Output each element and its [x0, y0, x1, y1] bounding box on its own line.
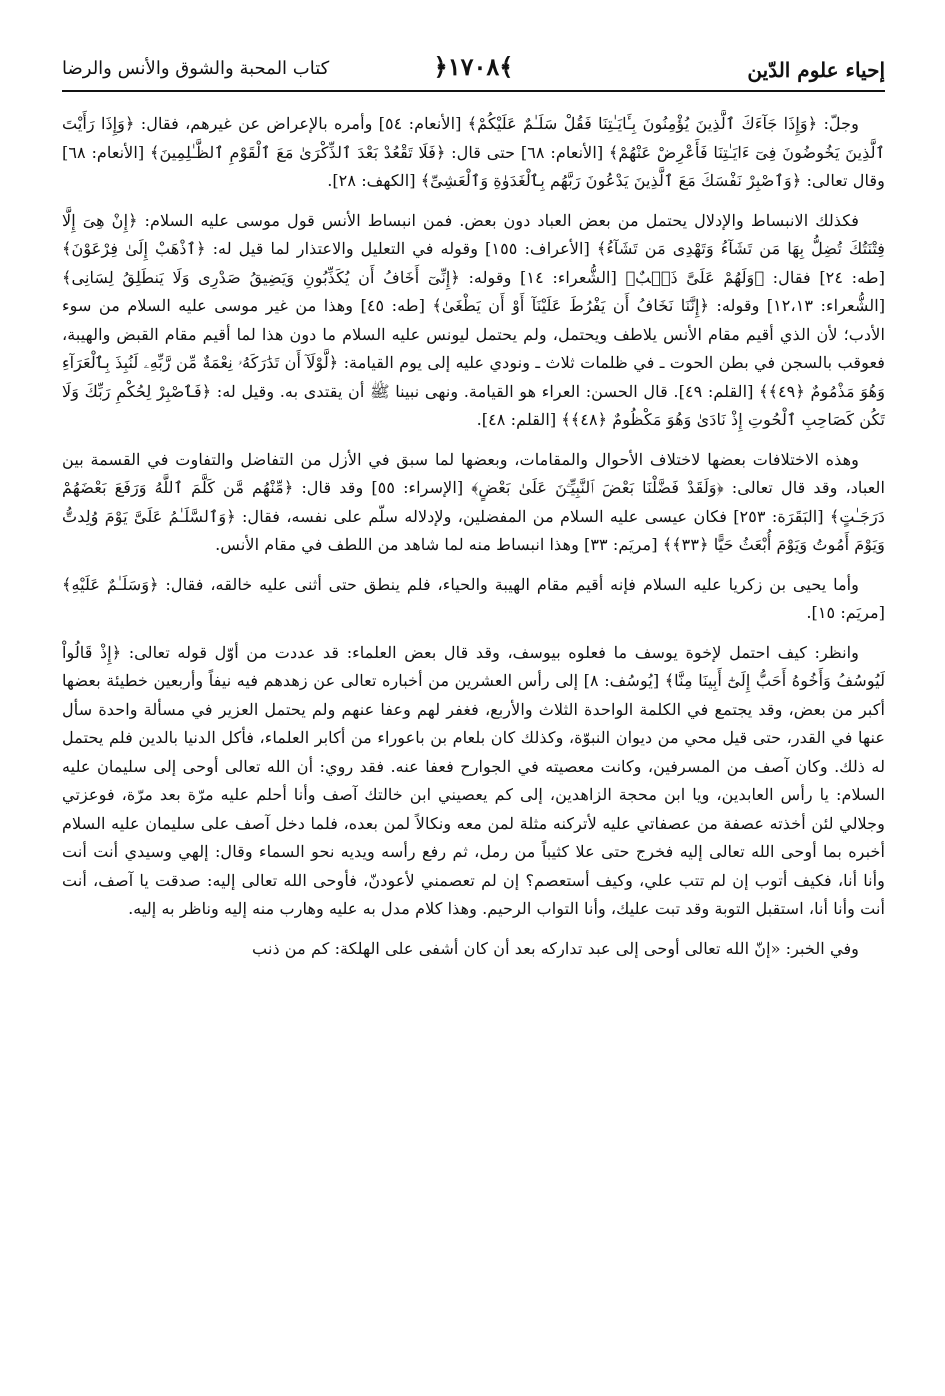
page-number: ﴿١٧٠٨﴾ [433, 52, 514, 81]
page-body [62, 110, 885, 1380]
paragraph: وهذه الاختلافات بعضها لاختلاف الأحوال والمقامات، وبعضها لما سبق في الأزل من التفاضل والتفاوت في القسمة بين العباد، وقد قال تعالى: ﴿وَلَقَدْ فَضَّلْنَا بَعْضَ ٱلنَّبِيِّـۧنَ عَلَىٰ بَعْضٍ﴾ [الإسراء: ٥٥] وقد قال: ﴿مِّنْهُم مَّن كَلَّمَ ٱللَّهُ وَرَفَعَ بَعْضَهُمْ دَرَجَـٰتٍ﴾ [البَقَرَة: ٢٥٣] فكان عيسى عليه السلام من المفضلين، ولإدلاله سلّم على نفسه، فقال: ﴿وَٱلسَّلَـٰمُ عَلَىَّ يَوْمَ وُلِدتُّ وَيَوْمَ أَمُوتُ وَيَوْمَ أُبْعَثُ حَيًّا ﴿٣٣﴾﴾ [مريَم: ٣٣] وهذا انبساط منه لما شاهد من اللطف في مقام الأنس. [62, 449, 885, 554]
paragraph: وأما يحيى بن زكريا عليه السلام فإنه أقيم مقام الهيبة والحياء، فلم ينطق حتى أثنى عليه خالقه، فقال: ﴿وَسَلَـٰمٌ عَلَيْهِ﴾ [مريَم: ١٥]. [62, 574, 885, 622]
paragraph: وانظر: كيف احتمل لإخوة يوسف ما فعلوه بيوسف، وقد قال بعض العلماء: قد عددت من أوّل قوله تعالى: ﴿إِذْ قَالُواْ لَيُوسُفُ وَأَخُوهُ أَحَبُّ إِلَىٰٓ أَبِينَا مِنَّا﴾ [يُوسُف: ٨] إلى رأس العشرين من أخباره تعالى عن زهدهم فيه نيفاً وأربعين خطيئة بعضها أكبر من بعض، وقد يجتمع في الكلمة الواحدة الثلاث والأربع، فغفر لهم وعفا عنهم ولم يحتمل العزير في مسألة واحدة سأل عنها في القدر، حتى قيل محي من ديوان النبوّة، وكذلك كان بلعام بن باعوراء من أكابر العلماء، فأكل الدنيا بالدين فلم يحتمل له ذلك. وكان آصف من المسرفين، وكانت معصيته في الجوارح فعفا عنه. فقد روي: أن الله تعالى أوحى إلى سليمان عليه السلام: يا رأس العابدين، ويا ابن محجة الزاهدين، إلى كم يعصيني ابن خالتك آصف وأنا أحلم عليه مرّة بعد مرّة، فوعزتي وجلالي لئن أخذته عصفة من عصفاتي عليه لأتركنه مثلة لمن معه ونكالاً لمن بعده، فلما دخل آصف على سليمان عليه السلام أخبره بما أوحى الله تعالى إليه فخرج حتى علا كثيباً من رمل، ثم رفع رأسه ويديه نحو السماء وقال: إلهي وسيدي أنت أنت وأنا أنا، فكيف أتوب إن لم تتب علي، وكيف أستعصم؟ إن لم تعصمني لأعودنّ، فأوحى الله تعالى إليه: صدقت يا آصف، أنت أنت وأنا أنا، استقبل التوبة وقد تبت عليك، وأنا التواب الرحيم. وهذا كلام مدل به عليه وهارب منه إليه وناظر به إليه. [62, 642, 885, 918]
paragraph: وجلّ: ﴿وَإِذَا جَآءَكَ ٱلَّذِينَ يُؤْمِنُونَ بِـَٔايَـٰتِنَا فَقُلْ سَلَـٰمٌ عَلَيْكُمْ﴾ [الأنعام: ٥٤] وأمره بالإعراض عن غيرهم، فقال: ﴿وَإِذَا رَأَيْتَ ٱلَّذِينَ يَخُوضُونَ فِىٓ ءَايَـٰتِنَا فَأَعْرِضْ عَنْهُمْ﴾ [الأنعام: ٦٨] حتى قال: ﴿فَلَا تَقْعُدْ بَعْدَ ٱلذِّكْرَىٰ مَعَ ٱلْقَوْمِ ٱلظَّـٰلِمِينَ﴾ [الأنعام: ٦٨] وقال تعالى: ﴿وَٱصْبِرْ نَفْسَكَ مَعَ ٱلَّذِينَ يَدْعُونَ رَبَّهُم بِٱلْغَدَوٰةِ وَٱلْعَشِىِّ﴾ [الكهف: ٢٨]. [62, 114, 885, 190]
paragraph: وفي الخبر: «إنّ الله تعالى أوحى إلى عبد تداركه بعد أن كان أشفى على الهلكة: كم من ذنب [252, 938, 859, 958]
book-title: إحياء علوم الدّين [747, 58, 885, 82]
paragraph: فكذلك الانبساط والإدلال يحتمل من بعض العباد دون بعض. فمن انبساط الأنس قول موسى عليه السلام: ﴿إِنْ هِىَ إِلَّا فِتْنَتُكَ تُضِلُّ بِهَا مَن تَشَآءُ وَتَهْدِى مَن تَشَآءُ﴾ [الأعراف: ١٥٥] وقوله في التعليل والاعتذار لما قيل له: ﴿ٱذْهَبْ إِلَىٰ فِرْعَوْنَ﴾ [طه: ٢٤] فقال: ﴿وَلَهُمْ عَلَىَّ ذَنۢبٌ﴾ [الشُّعراء: ١٤] وقوله: ﴿إِنِّىٓ أَخَافُ أَن يُكَذِّبُونِ وَيَضِيقُ صَدْرِى وَلَا يَنطَلِقُ لِسَانِى﴾ [الشُّعراء: ١٢،١٣] وقوله: ﴿إِنَّنَا نَخَافُ أَن يَفْرُطَ عَلَيْنَآ أَوْ أَن يَطْغَىٰ﴾ [طه: ٤٥] وهذا من غير موسى عليه السلام من سوء الأدب؛ لأن الذي أقيم مقام الأنس يلاطف ويحتمل، ولم يحتمل ليونس عليه السلام ما دون هذا لما أقيم مقام القبض والهيبة، فعوقب بالسجن في بطن الحوت ـ في ظلمات ثلاث ـ ونودي عليه إلى يوم القيامة: ﴿لَّوْلَآ أَن تَدَٰرَكَهُۥ نِعْمَةٌ مِّن رَّبِّهِۦ لَنُبِذَ بِٱلْعَرَآءِ وَهُوَ مَذْمُومٌ ﴿٤٩﴾﴾ [القلم: ٤٩]. قال الحسن: العراء هو القيامة. ونهى نبينا ﷺ أن يقتدى به. وقيل له: ﴿فَٱصْبِرْ لِحُكْمِ رَبِّكَ وَلَا تَكُن كَصَاحِبِ ٱلْحُوتِ إِذْ نَادَىٰ وَهُوَ مَكْظُومٌ ﴿٤٨﴾﴾ [القلم: ٤٨]. [62, 210, 885, 429]
header-divider [62, 90, 885, 92]
page-header [62, 50, 885, 90]
section-title: كتاب المحبة والشوق والأنس والرضا [62, 58, 330, 79]
